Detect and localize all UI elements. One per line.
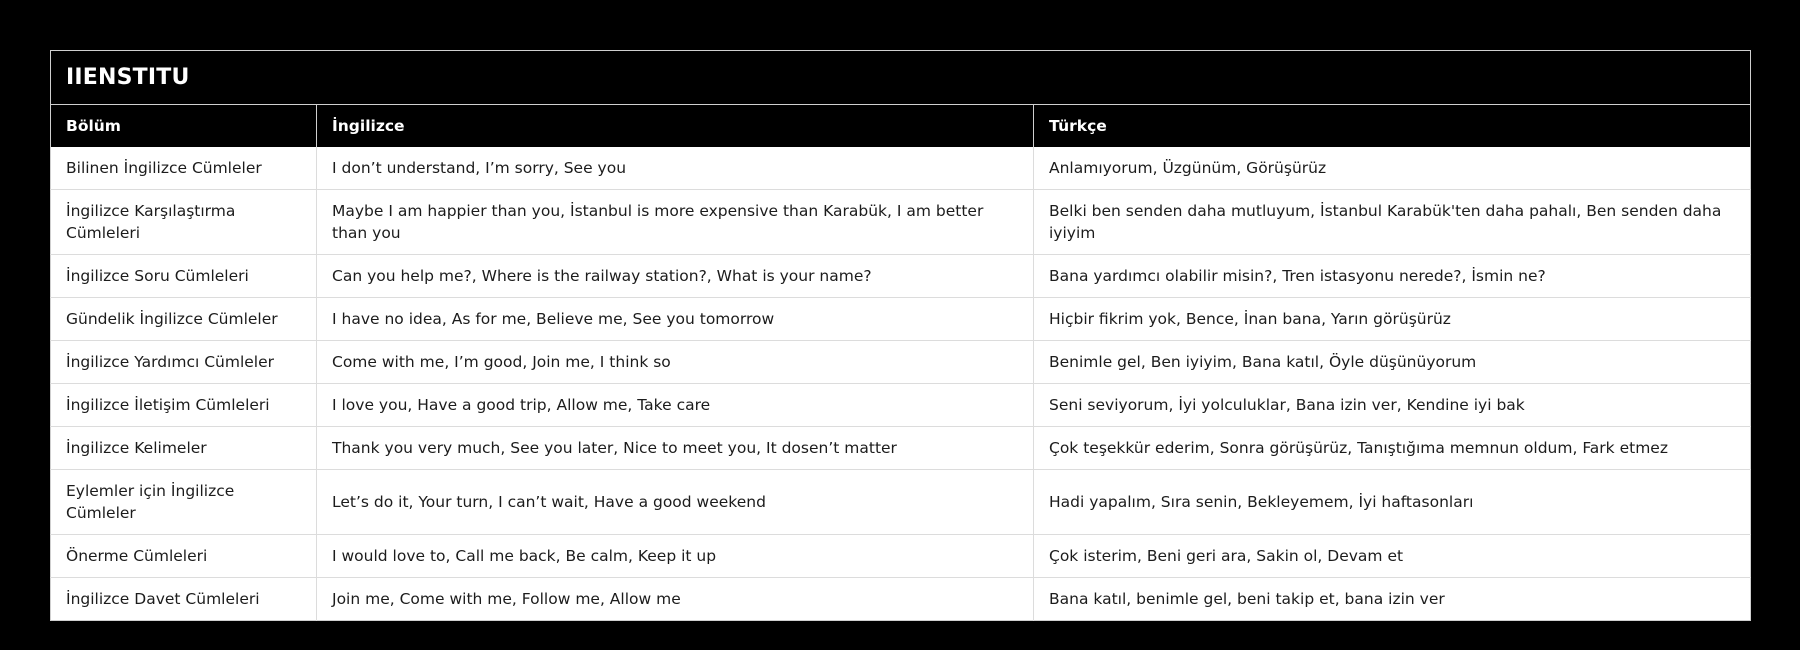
cell-english: I would love to, Call me back, Be calm, Keep it up [317,535,1034,578]
title-row [51,51,1751,105]
cell-english: Let’s do it, Your turn, I can’t wait, Have a good weekend [317,470,1034,535]
cell-turkish: Hiçbir fikrim yok, Bence, İnan bana, Yarın görüşürüz [1034,298,1751,341]
column-header-bolum: Bölüm [51,105,317,148]
cell-english: Join me, Come with me, Follow me, Allow me [317,578,1034,621]
cell-section: İngilizce Davet Cümleleri [51,578,317,621]
header-row [51,105,1751,148]
cell-turkish: Çok isterim, Beni geri ara, Sakin ol, Devam et [1034,535,1751,578]
cell-english: I have no idea, As for me, Believe me, See you tomorrow [317,298,1034,341]
cell-turkish: Hadi yapalım, Sıra senin, Bekleyemem, İyi haftasonları [1034,470,1751,535]
table-row [51,190,1751,255]
cell-turkish: Anlamıyorum, Üzgünüm, Görüşürüz [1034,147,1751,190]
cell-section: Gündelik İngilizce Cümleler [51,298,317,341]
table-row [51,298,1751,341]
cell-english: Maybe I am happier than you, İstanbul is more expensive than Karabük, I am better than you [317,190,1034,255]
cell-section: İngilizce Soru Cümleleri [51,255,317,298]
table-row [51,341,1751,384]
cell-turkish: Çok teşekkür ederim, Sonra görüşürüz, Tanıştığıma memnun oldum, Fark etmez [1034,427,1751,470]
cell-english: I love you, Have a good trip, Allow me, Take care [317,384,1034,427]
cell-section: Eylemler için İngilizce Cümleler [51,470,317,535]
table-row [51,470,1751,535]
table-row [51,147,1751,190]
cell-section: İngilizce Yardımcı Cümleler [51,341,317,384]
table-title: IIENSTITU [51,51,1751,105]
table-row [51,255,1751,298]
cell-section: İngilizce Karşılaştırma Cümleleri [51,190,317,255]
cell-english: I don’t understand, I’m sorry, See you [317,147,1034,190]
cell-turkish: Benimle gel, Ben iyiyim, Bana katıl, Öyle düşünüyorum [1034,341,1751,384]
cell-turkish: Bana katıl, benimle gel, beni takip et, bana izin ver [1034,578,1751,621]
table-row [51,384,1751,427]
table-row [51,578,1751,621]
cell-section: Önerme Cümleleri [51,535,317,578]
cell-english: Come with me, I’m good, Join me, I think so [317,341,1034,384]
phrases-table [50,50,1751,621]
table-container [50,50,1750,621]
cell-turkish: Bana yardımcı olabilir misin?, Tren istasyonu nerede?, İsmin ne? [1034,255,1751,298]
table-row [51,535,1751,578]
cell-turkish: Belki ben senden daha mutluyum, İstanbul Karabük'ten daha pahalı, Ben senden daha iyiyim [1034,190,1751,255]
cell-section: İngilizce İletişim Cümleleri [51,384,317,427]
column-header-turkce: Türkçe [1034,105,1751,148]
cell-english: Can you help me?, Where is the railway station?, What is your name? [317,255,1034,298]
cell-english: Thank you very much, See you later, Nice to meet you, It dosen’t matter [317,427,1034,470]
column-header-ingilizce: İngilizce [317,105,1034,148]
cell-section: Bilinen İngilizce Cümleler [51,147,317,190]
cell-section: İngilizce Kelimeler [51,427,317,470]
cell-turkish: Seni seviyorum, İyi yolculuklar, Bana izin ver, Kendine iyi bak [1034,384,1751,427]
table-row [51,427,1751,470]
